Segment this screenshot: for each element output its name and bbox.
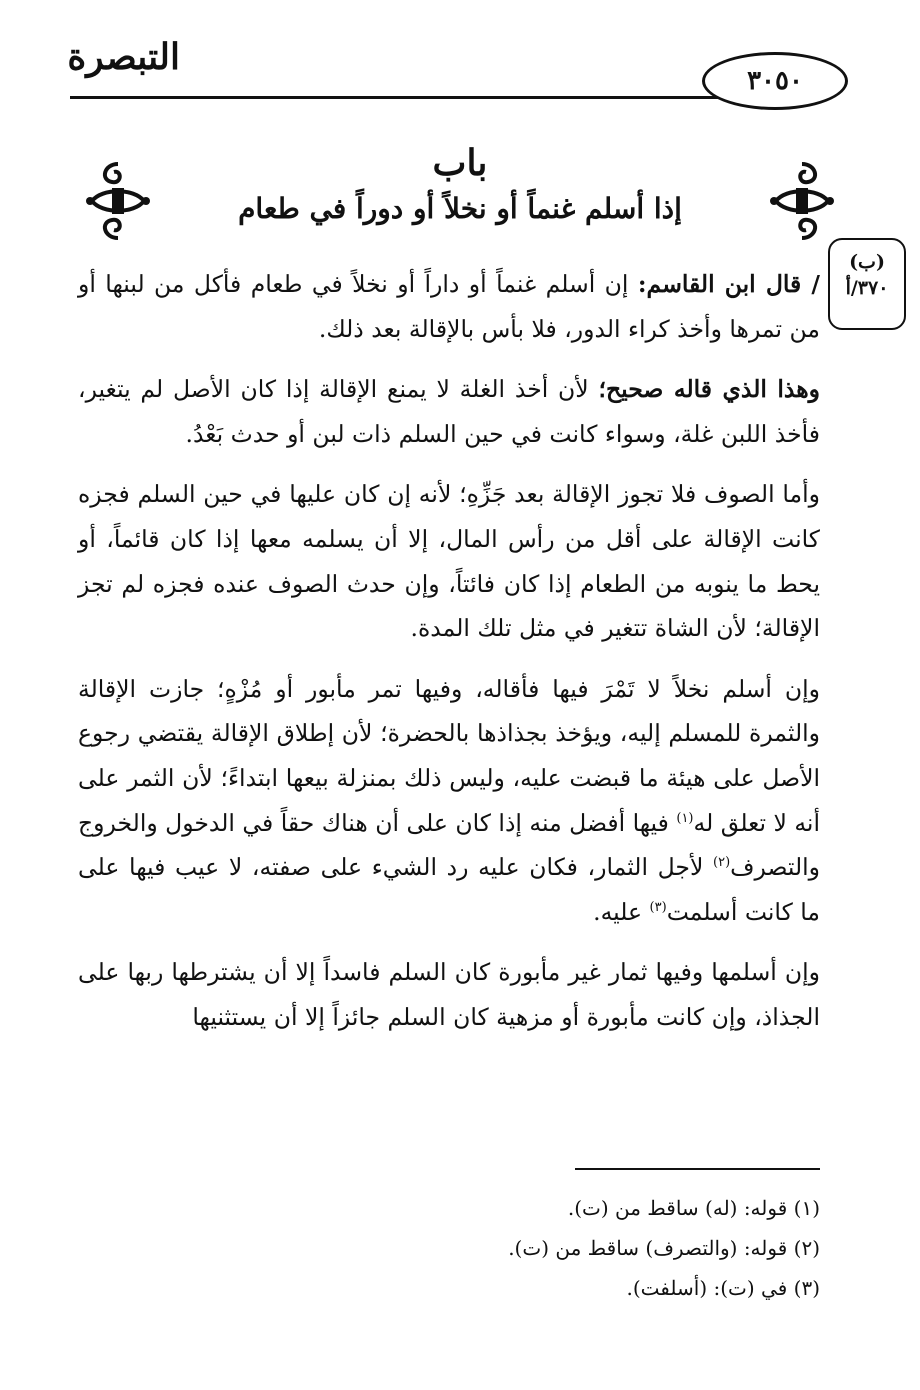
paragraph-text: وإن أسلم نخلاً لا تَمْرَ فيها فأقاله، وفيها تمر مأبور أو مُزْهٍ؛ جازت الإقالة والثمرة للمسلم إليه، ويؤخذ بجذاذها بالحضرة؛ لأن إطلاق الإقالة يقتضي رجوع الأصل على هيئة ما قبضت عليه، وليس ذلك بمنزلة بيعها ابتداءً؛ لأن الثمر على أنه لا تعلق له: [78, 674, 820, 837]
footnote-ref: (٣): [649, 899, 667, 915]
paragraph: [78, 472, 820, 650]
paragraph-text: وأما الصوف فلا تجوز الإقالة بعد جَزِّهِ؛ لأنه إن كان عليها في حين السلم فجزه كانت الإقالة على أقل من رأس المال، إلا أن يسلمه معها إذا كان قائماً، أو يحط ما ينوبه من الطعام إذا كان فائتاً، وإن حدث الصوف عنده فجزه لم تجز الإقالة؛ لأن الشاة تتغير في مثل تلك المدة.: [78, 480, 820, 643]
paragraph-lead: / قال ابن القاسم:: [637, 270, 820, 298]
chapter-label: باب: [432, 142, 488, 184]
chapter-title: إذا أسلم غنماً أو نخلاً أو دوراً في طعام: [238, 192, 682, 225]
paragraph: [78, 667, 820, 935]
footnotes: [78, 1188, 820, 1308]
paragraph-text: لأجل الثمار، فكان عليه رد الشيء على صفته، لا عيب فيها على ما كانت أسلمت: [78, 853, 820, 926]
footnote: (٣) في (ت): (أسلفت).: [626, 1276, 820, 1300]
page-number: ٣٠٥٠: [702, 52, 848, 110]
footnote: (١) قوله: (له) ساقط من (ت).: [567, 1196, 820, 1220]
paragraph-text: فيها أفضل منه إذا كان على أن هناك حقاً في الدخول والخروج والتصرف: [78, 808, 820, 882]
margin-note-folio-letter: (ب): [849, 251, 885, 273]
header-rule: [70, 96, 770, 99]
margin-note-folio-number: ٣٧٠/أ: [845, 276, 889, 299]
paragraph-text: عليه.: [593, 897, 650, 926]
paragraph-lead: وهذا الذي قاله صحيح؛: [598, 375, 821, 404]
footnote: (٢) قوله: (والتصرف) ساقط من (ت).: [508, 1236, 820, 1260]
paragraph-text: لأن أخذ الغلة لا يمنع الإقالة إذا كان الأصل لم يتغير، فأخذ اللبن غلة، وسواء كانت في حين السلم ذات لبن أو حدث بَعْدُ.: [78, 375, 820, 448]
footnote-ref: (٢): [713, 855, 731, 871]
footnote-separator: [575, 1168, 820, 1170]
manuscript-margin-note: [828, 238, 906, 330]
body-text: [78, 262, 820, 1056]
paragraph: [78, 262, 820, 351]
paragraph: [78, 367, 820, 456]
paragraph-text: وإن أسلمها وفيها ثمار غير مأبورة كان السلم فاسداً إلا أن يشترطها ربها على الجذاذ، وإن كانت مأبورة أو مزهية كان السلم جائزاً إلا أن يستثنيها: [78, 958, 820, 1031]
footnote-ref: (١): [676, 810, 694, 826]
paragraph-text: إن أسلم غنماً أو داراً أو نخلاً في طعام فأكل من لبنها أو من تمرها وأخذ كراء الدور، فلا بأس بالإقالة بعد ذلك.: [78, 270, 820, 343]
paragraph: [78, 950, 820, 1039]
book-title: التبصرة: [67, 36, 180, 78]
